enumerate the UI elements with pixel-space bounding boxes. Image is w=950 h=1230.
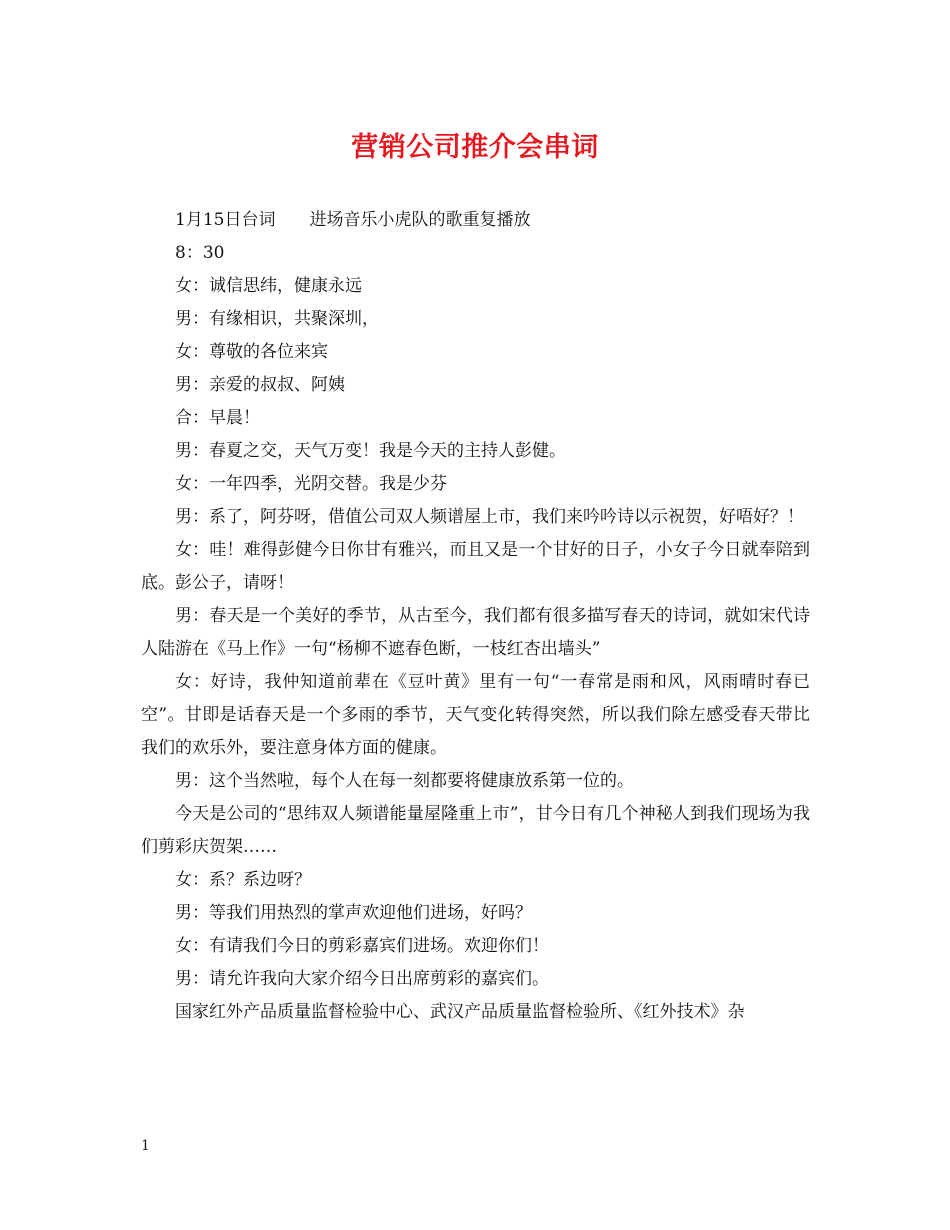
paragraph: 男：春天是一个美好的季节，从古至今，我们都有很多描写春天的诗词，就如宋代诗人陆游在《马上作》一句“杨柳不遮春色断，一枝红杏出墙头” — [141, 606, 810, 659]
paragraph: 男：亲爱的叔叔、阿姨 — [175, 375, 345, 395]
paragraph: 男：春夏之交，天气万变！我是今天的主持人彭健。 — [175, 441, 566, 461]
document-title: 营销公司推介会串词 — [351, 132, 599, 163]
paragraph: 国家红外产品质量监督检验中心、武汉产品质量监督检验所、《红外技术》杂 — [175, 1002, 745, 1022]
paragraph: 男：等我们用热烈的掌声欢迎他们进场，好吗？ — [175, 903, 532, 923]
paragraph: 女：好诗，我仲知道前辈在《豆叶黄》里有一句“一春常是雨和风，风雨晴时春已空”。甘即是话春天是一个多雨的季节，天气变化转得突然，所以我们除左感受春天带比我们的欢乐外，要注意身体方面的健康。 — [141, 672, 810, 758]
paragraph: 女：有请我们今日的剪彩嘉宾们进场。欢迎你们！ — [175, 936, 549, 956]
page-number: 1 — [141, 1138, 150, 1154]
paragraph: 女：诚信思纬，健康永远 — [175, 276, 362, 296]
paragraph: 1月15日台词 进场音乐小虎队的歌重复播放 — [175, 210, 531, 230]
paragraph: 男：这个当然啦，每个人在每一刻都要将健康放系第一位的。 — [175, 771, 634, 791]
paragraph: 男：请允许我向大家介绍今日出席剪彩的嘉宾们。 — [175, 969, 549, 989]
paragraph: 男：有缘相识，共聚深圳， — [175, 309, 379, 329]
paragraph: 女：一年四季，光阴交替。我是少芬 — [175, 474, 447, 494]
paragraph: 合：早晨！ — [175, 408, 260, 428]
paragraph: 男：系了，阿芬呀，借值公司双人频谱屋上市，我们来吟吟诗以示祝贺，好唔好？！ — [175, 507, 804, 527]
paragraph: 女：系？系边呀？ — [175, 870, 311, 890]
paragraph: 女：哇！难得彭健今日你甘有雅兴，而且又是一个甘好的日子，小女子今日就奉陪到底。彭公子，请呀！ — [141, 540, 810, 593]
paragraph: 8：30 — [175, 243, 225, 263]
paragraph: 今天是公司的“思纬双人频谱能量屋隆重上市”，甘今日有几个神秘人到我们现场为我们剪彩庆贺架…… — [141, 804, 810, 857]
document-body — [141, 204, 810, 1029]
paragraph: 女：尊敬的各位来宾 — [175, 342, 328, 362]
